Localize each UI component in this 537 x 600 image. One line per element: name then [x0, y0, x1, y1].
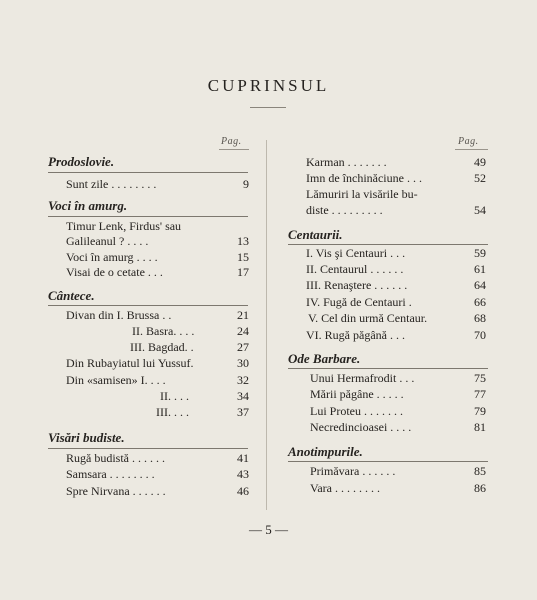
- toc-entry: II. . . .: [160, 389, 189, 403]
- toc-entry: Visai de o cetate . . .: [66, 265, 163, 279]
- section-heading: Cântece.: [48, 288, 95, 303]
- toc-page: 86: [474, 481, 486, 495]
- toc-entry: Divan din I. Brussa . .: [66, 308, 172, 322]
- toc-entry: Mării păgâne . . . . .: [310, 387, 404, 401]
- toc-page: 34: [237, 389, 249, 403]
- toc-page: 54: [474, 203, 486, 217]
- toc-entry: Lămuriri la visările bu-: [306, 187, 418, 201]
- section-heading: Ode Barbare.: [288, 351, 361, 366]
- toc-page: 49: [474, 155, 486, 169]
- section-heading: Visări budiste.: [48, 430, 125, 445]
- page-title: CUPRINSUL: [207, 76, 330, 95]
- toc-page: 37: [237, 405, 249, 419]
- toc-page: 41: [237, 451, 249, 465]
- section-heading: Voci în amurg.: [48, 198, 128, 213]
- toc-page: 59: [474, 246, 486, 260]
- toc-entry: VI. Rugă păgână . . .: [306, 328, 405, 342]
- toc-entry: Spre Nirvana . . . . . .: [66, 484, 166, 498]
- section-heading: Centaurii.: [288, 227, 343, 242]
- toc-page: 61: [474, 262, 486, 276]
- toc-entry: Timur Lenk, Firdus' sau: [66, 219, 182, 233]
- toc-page: 77: [474, 387, 486, 401]
- toc-entry: III. Bagdad. .: [130, 340, 194, 354]
- toc-entry: Necredincioasei . . . .: [310, 420, 412, 434]
- toc-page: 52: [474, 171, 486, 185]
- toc-entry: Imn de închinăciune . . .: [306, 171, 422, 185]
- left-pag-rule: [219, 149, 249, 150]
- toc-entry: Samsara . . . . . . . .: [66, 467, 155, 481]
- section-rule: [288, 368, 488, 369]
- toc-page: 43: [237, 467, 249, 481]
- section-rule: [288, 244, 488, 245]
- right-pag-label: Pag.: [458, 136, 479, 147]
- section-rule: [48, 305, 248, 306]
- section-rule: [288, 461, 488, 462]
- left-pag-label: Pag.: [221, 136, 242, 147]
- toc-entry: Voci în amurg . . . .: [66, 250, 158, 264]
- toc-entry: III. Renaştere . . . . . .: [306, 278, 408, 292]
- toc-entry: Karman . . . . . . .: [306, 155, 387, 169]
- toc-page: 70: [474, 328, 486, 342]
- toc-page: 21: [237, 308, 249, 322]
- toc-entry: Sunt zile . . . . . . . .: [66, 177, 157, 191]
- toc-entry: Vara . . . . . . . .: [310, 481, 380, 495]
- toc-entry: Din Rubayiatul lui Yussuf.: [66, 356, 194, 370]
- section-heading: Prodoslovie.: [48, 154, 115, 169]
- toc-page: 17: [237, 265, 249, 279]
- toc-page: 64: [474, 278, 486, 292]
- toc-entry: Primăvara . . . . . .: [310, 464, 396, 478]
- toc-page: 27: [237, 340, 249, 354]
- toc-page: 13: [237, 234, 249, 248]
- toc-page: 66: [474, 295, 486, 309]
- toc-entry: IV. Fugă de Centauri .: [306, 295, 412, 309]
- toc-page: 15: [237, 250, 249, 264]
- column-divider: [266, 140, 267, 510]
- toc-page: 9: [243, 177, 249, 191]
- toc-entry: I. Vis şi Centauri . . .: [306, 246, 406, 260]
- toc-entry: Unui Hermafrodit . . .: [310, 371, 415, 385]
- toc-entry: III. . . .: [156, 405, 189, 419]
- toc-entry: Rugă budistă . . . . . .: [66, 451, 165, 465]
- toc-page: 79: [474, 404, 486, 418]
- toc-entry: II. Basra. . . .: [132, 324, 195, 338]
- toc-entry: Din «samisen» I. . . .: [66, 373, 166, 387]
- toc-page: 24: [237, 324, 249, 338]
- toc-page: 68: [474, 311, 486, 325]
- section-rule: [48, 216, 248, 217]
- section-rule: [48, 172, 248, 173]
- toc-page: 30: [237, 356, 249, 370]
- right-pag-rule: [455, 149, 488, 150]
- toc-entry: Lui Proteu . . . . . . .: [310, 404, 403, 418]
- section-rule: [48, 448, 248, 449]
- toc-page: 85: [474, 464, 486, 478]
- toc-entry: diste . . . . . . . . .: [306, 203, 383, 217]
- section-heading: Anotimpurile.: [288, 444, 363, 459]
- toc-page: 81: [474, 420, 486, 434]
- toc-entry: II. Centaurul . . . . . .: [306, 262, 404, 276]
- toc-entry: Galileanul ? . . . .: [66, 234, 149, 248]
- page-number: — 5 —: [249, 522, 288, 537]
- title-underline: [250, 107, 286, 108]
- toc-page: 46: [237, 484, 249, 498]
- toc-page: 32: [237, 373, 249, 387]
- toc-entry: V. Cel din urmă Centaur.: [308, 311, 428, 325]
- toc-page: 75: [474, 371, 486, 385]
